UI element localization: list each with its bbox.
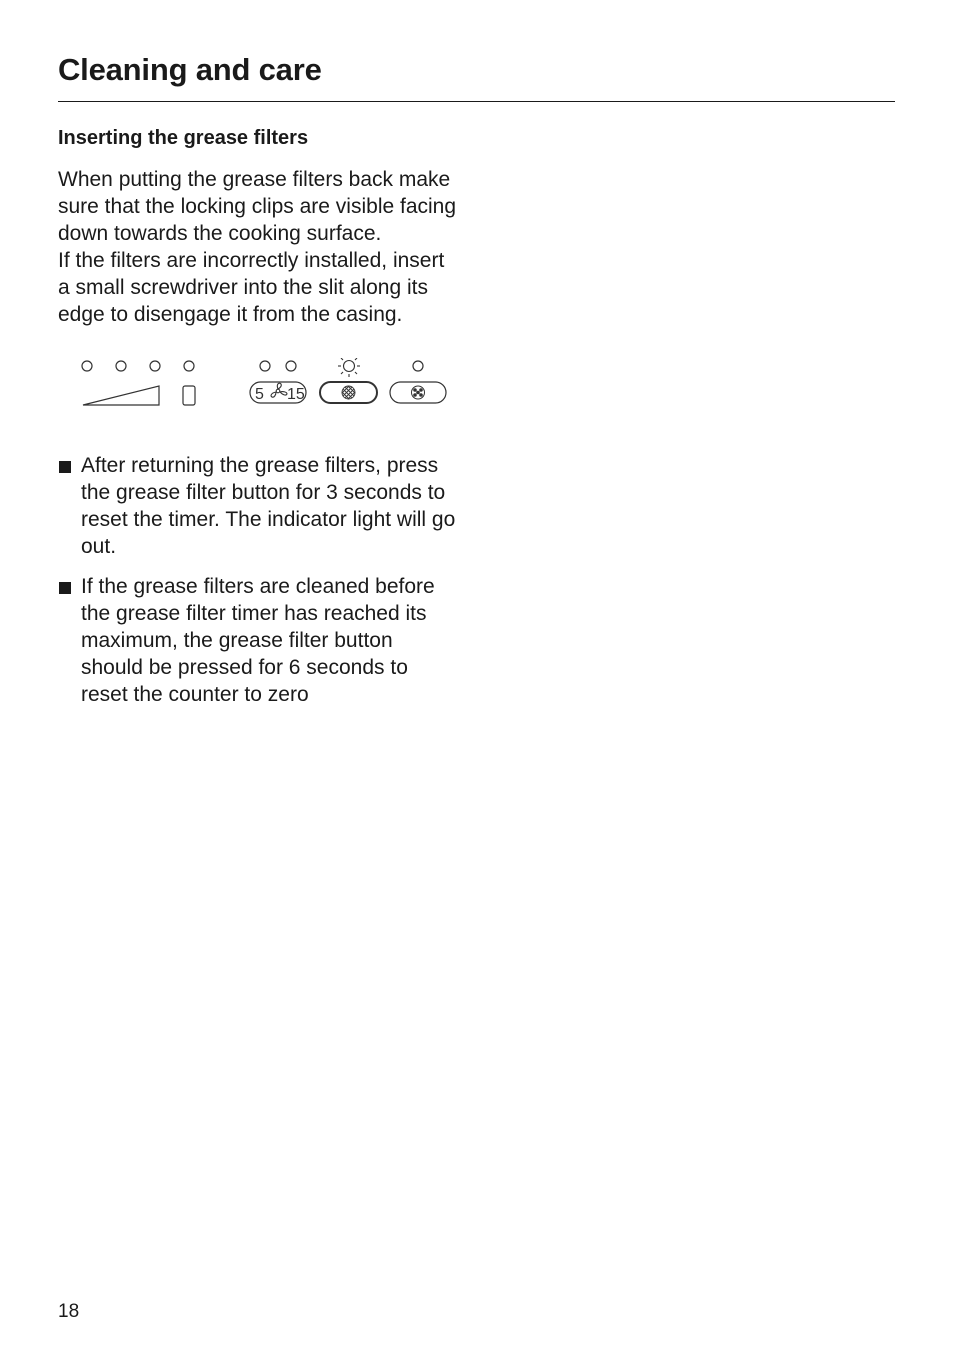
- list-item: [58, 452, 458, 560]
- timer-button[interactable]: [250, 382, 306, 403]
- list-item-text: If the grease filters are cleaned before the grease filter timer has reached its maximum, the grease filter button should be pressed for 6 seconds to reset the counter to zero: [81, 575, 435, 706]
- odour-filter-button[interactable]: [390, 382, 446, 403]
- timer-5-indicator: [260, 361, 270, 371]
- odour-filter-indicator: [413, 361, 423, 371]
- paragraph-2: If the filters are incorrectly installed, insert a small screwdriver into the slit along its edge to disengage it from the casing.: [58, 249, 445, 326]
- control-panel-illustration: [58, 358, 458, 418]
- power-level-1-indicator: [82, 361, 92, 371]
- page-number: 18: [58, 1301, 80, 1322]
- power-level-wedge-icon: [83, 386, 159, 405]
- page-header: [58, 50, 895, 102]
- list-item-text: After returning the grease filters, press the grease filter button for 3 seconds to reset the timer. The indicator light will go out.: [81, 454, 456, 558]
- instruction-list: [58, 452, 458, 708]
- bullet-square-icon: [59, 461, 71, 473]
- timer-15-indicator: [286, 361, 296, 371]
- paragraph-1: When putting the grease filters back make sure that the locking clips are visible facing down towards the cooking surface.: [58, 168, 457, 245]
- odour-filter-icon: [412, 386, 425, 399]
- page-title: Cleaning and care: [58, 52, 322, 87]
- off-button[interactable]: [183, 386, 195, 405]
- grease-filter-icon: [342, 386, 355, 399]
- power-level-4-indicator: [184, 361, 194, 371]
- timer-button-left-label: 5: [255, 386, 264, 403]
- section-heading: Inserting the grease filters: [58, 127, 309, 149]
- timer-button-right-label: 15: [287, 386, 305, 403]
- grease-filter-button[interactable]: [320, 382, 377, 403]
- power-level-3-indicator: [150, 361, 160, 371]
- power-level-2-indicator: [116, 361, 126, 371]
- list-item: [58, 573, 458, 708]
- fan-icon: [271, 383, 287, 397]
- bullet-square-icon: [59, 582, 71, 594]
- light-on-icon: [338, 358, 360, 377]
- content: [58, 125, 458, 721]
